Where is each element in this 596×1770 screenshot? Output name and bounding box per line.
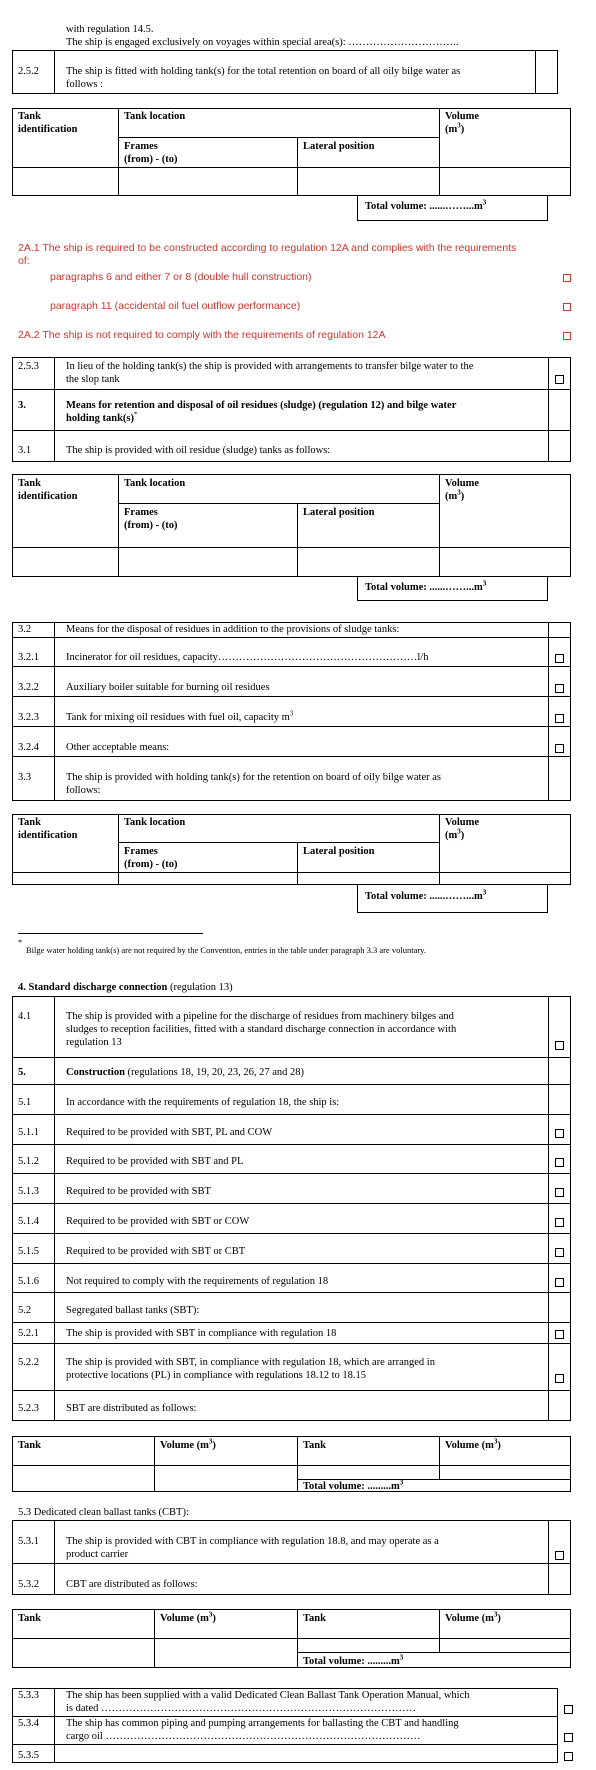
s531-text-2: product carrier bbox=[66, 1549, 129, 1560]
s523-num: 5.2.3 bbox=[18, 1403, 39, 1414]
s253-text-2: the slop tank bbox=[66, 374, 120, 385]
s31-num: 3.1 bbox=[18, 445, 32, 456]
t2-h-lateral: Lateral position bbox=[303, 507, 375, 518]
s534-text-1: The ship has common piping and pumping arrangements for ballasting the CBT and handling bbox=[66, 1718, 459, 1729]
t1-h-frames-range: (from) - (to) bbox=[124, 154, 178, 165]
s533-checkbox[interactable] bbox=[564, 1705, 573, 1714]
s52-text: Segregated ballast tanks (SBT): bbox=[66, 1305, 200, 1316]
s516-num: 5.1.6 bbox=[18, 1276, 39, 1287]
s532-num: 5.3.2 bbox=[18, 1579, 39, 1590]
footnote-mark: * bbox=[18, 937, 23, 947]
s531-num: 5.3.1 bbox=[18, 1536, 39, 1547]
s2a1-line1: 2A.1 The ship is required to be constructed according to regulation 12A and complies with the requirements bbox=[18, 242, 517, 254]
t3-h-frames-range: (from) - (to) bbox=[124, 859, 178, 870]
s253-num: 2.5.3 bbox=[18, 361, 39, 372]
s513-text: Required to be provided with SBT bbox=[66, 1186, 211, 1197]
s515-text: Required to be provided with SBT or CBT bbox=[66, 1246, 246, 1257]
s2a1-item2: paragraph 11 (accidental oil fuel outflow performance) bbox=[50, 300, 301, 312]
s33-num: 3.3 bbox=[18, 772, 32, 783]
s2a2-checkbox[interactable] bbox=[563, 332, 571, 340]
s31-text: The ship is provided with oil residue (sludge) tanks as follows: bbox=[66, 445, 331, 456]
s515-checkbox[interactable] bbox=[555, 1248, 564, 1257]
v1-h-volume-2: Volume $(m^3)$ bbox=[445, 1437, 501, 1451]
s5-num: 5. bbox=[18, 1067, 26, 1078]
top-line-1: with regulation 14.5. bbox=[66, 24, 154, 35]
s33-text: The ship is provided with holding tank(s) for the retention on board of oily bilge water as bbox=[66, 772, 442, 783]
t3-h-ident: identification bbox=[18, 830, 78, 841]
t1-h-lateral: Lateral position bbox=[303, 141, 375, 152]
s53-heading: 5.3 Dedicated clean ballast tanks (CBT): bbox=[18, 1507, 189, 1518]
s41-text-3: regulation 13 bbox=[66, 1037, 122, 1048]
t3-h-tank: Tank bbox=[18, 817, 41, 828]
t3-h-location: Tank location bbox=[124, 817, 186, 828]
s51-text: In accordance with the requirements of regulation 18, the ship is: bbox=[66, 1097, 340, 1108]
s3-heading-2: holding tank(s)* bbox=[66, 410, 138, 424]
s534-checkbox[interactable] bbox=[564, 1733, 573, 1742]
s532-text: CBT are distributed as follows: bbox=[66, 1579, 198, 1590]
s322-checkbox[interactable] bbox=[555, 684, 564, 693]
v1-h-tank-1: Tank bbox=[18, 1440, 41, 1451]
s323-checkbox[interactable] bbox=[555, 714, 564, 723]
t3-h-unit: $(m^3)$ bbox=[445, 827, 465, 841]
s323-text: Tank for mixing oil residues with fuel oil, capacity $m^3$ bbox=[66, 709, 294, 723]
s533-text-1: The ship has been supplied with a valid Dedicated Clean Ballast Tank Operation Manual, which bbox=[66, 1690, 470, 1701]
s534-num: 5.3.4 bbox=[18, 1718, 39, 1729]
s4-heading: 4. Standard discharge connection (regulation 13) bbox=[18, 982, 233, 993]
s321-num: 3.2.1 bbox=[18, 652, 39, 663]
s523-text: SBT are distributed as follows: bbox=[66, 1403, 197, 1414]
s515-num: 5.1.5 bbox=[18, 1246, 39, 1257]
s32-text: Means for the disposal of residues in addition to the provisions of sludge tanks: bbox=[66, 624, 400, 635]
s522-text-2: protective locations (PL) in compliance with regulations 18.12 to 18.15 bbox=[66, 1370, 367, 1381]
s516-text: Not required to comply with the requirements of regulation 18 bbox=[66, 1276, 329, 1287]
s52-num: 5.2 bbox=[18, 1305, 32, 1316]
t2-h-location: Tank location bbox=[124, 478, 186, 489]
s322-text: Auxiliary boiler suitable for burning oil residues bbox=[66, 682, 270, 693]
s533-num: 5.3.3 bbox=[18, 1690, 39, 1701]
s324-num: 3.2.4 bbox=[18, 742, 39, 753]
s41-num: 4.1 bbox=[18, 1011, 32, 1022]
v2-h-volume-2: Volume $(m^3)$ bbox=[445, 1610, 501, 1624]
t3-h-volume: Volume bbox=[445, 817, 480, 828]
t2-h-tank: Tank bbox=[18, 478, 41, 489]
s513-num: 5.1.3 bbox=[18, 1186, 39, 1197]
s2a1-item1-checkbox[interactable] bbox=[563, 274, 571, 282]
s3-heading: Means for retention and disposal of oil residues (sludge) (regulation 12) and bilge water bbox=[66, 400, 457, 411]
t1-h-volume: Volume bbox=[445, 111, 480, 122]
s535-num: 5.3.5 bbox=[18, 1750, 39, 1761]
t1-h-unit: $(m^3)$ bbox=[445, 121, 465, 135]
s522-num: 5.2.2 bbox=[18, 1357, 39, 1368]
v1-total: Total volume: $.........m^3$ bbox=[303, 1478, 404, 1492]
s5-heading: Construction (regulations 18, 19, 20, 23, 26, 27 and 28) bbox=[66, 1067, 304, 1078]
s323-num: 3.2.3 bbox=[18, 712, 39, 723]
s514-num: 5.1.4 bbox=[18, 1216, 39, 1227]
s531-checkbox[interactable] bbox=[555, 1551, 564, 1560]
s41-text-1: The ship is provided with a pipeline for the discharge of residues from machinery bilges and bbox=[66, 1011, 454, 1022]
t2-h-frames: Frames bbox=[124, 507, 158, 518]
v1-h-tank-2: Tank bbox=[303, 1440, 326, 1451]
s511-text: Required to be provided with SBT, PL and COW bbox=[66, 1127, 273, 1138]
t1-h-tank: Tank bbox=[18, 111, 41, 122]
v2-h-tank-1: Tank bbox=[18, 1613, 41, 1624]
s516-checkbox[interactable] bbox=[555, 1278, 564, 1287]
s512-text: Required to be provided with SBT and PL bbox=[66, 1156, 244, 1167]
s522-checkbox[interactable] bbox=[555, 1374, 564, 1383]
s51-num: 5.1 bbox=[18, 1097, 32, 1108]
s324-text: Other acceptable means: bbox=[66, 742, 170, 753]
v2-total: Total volume: $.........m^3$ bbox=[303, 1653, 404, 1667]
s253-checkbox[interactable] bbox=[555, 375, 564, 384]
s41-text-2: sludges to reception facilities, fitted with a standard discharge connection in accordance with bbox=[66, 1024, 457, 1035]
s3-num: 3. bbox=[18, 400, 26, 411]
s2a1-item2-checkbox[interactable] bbox=[563, 303, 571, 311]
s2a1-item1: paragraphs 6 and either 7 or 8 (double hull construction) bbox=[50, 271, 312, 283]
s2a1-line2: of: bbox=[18, 255, 30, 267]
v2-h-tank-2: Tank bbox=[303, 1613, 326, 1624]
v1-h-volume-1: Volume $(m^3)$ bbox=[160, 1437, 216, 1451]
s253-text: In lieu of the holding tank(s) the ship is provided with arrangements to transfer bilge water to the bbox=[66, 361, 474, 372]
s2a2-text: 2A.2 The ship is not required to comply with the requirements of regulation 12A bbox=[18, 329, 386, 341]
t2-h-unit: $(m^3)$ bbox=[445, 488, 465, 502]
s514-text: Required to be provided with SBT or COW bbox=[66, 1216, 250, 1227]
s511-num: 5.1.1 bbox=[18, 1127, 39, 1138]
s32-num: 3.2 bbox=[18, 624, 32, 635]
s252-num: 2.5.2 bbox=[18, 66, 39, 77]
t1-h-location: Tank location bbox=[124, 111, 186, 122]
s521-checkbox[interactable] bbox=[555, 1330, 564, 1339]
s33-text-2: follows: bbox=[66, 785, 101, 796]
t1-h-frames: Frames bbox=[124, 141, 158, 152]
s511-checkbox[interactable] bbox=[555, 1129, 564, 1138]
s533-text-2: is dated ……………………………………………………………………………… bbox=[66, 1703, 416, 1714]
t3-h-frames: Frames bbox=[124, 846, 158, 857]
t2-total: Total volume: $......\dots\dots...m^3$ bbox=[365, 579, 487, 593]
t2-h-volume: Volume bbox=[445, 478, 480, 489]
t3-h-lateral: Lateral position bbox=[303, 846, 375, 857]
s522-text-1: The ship is provided with SBT, in compliance with regulation 18, which are arranged in bbox=[66, 1357, 435, 1368]
t1-h-ident: identification bbox=[18, 124, 78, 135]
s321-text: Incinerator for oil residues, capacity…………………………………………………l/h bbox=[66, 652, 429, 663]
s514-checkbox[interactable] bbox=[555, 1218, 564, 1227]
s521-num: 5.2.1 bbox=[18, 1328, 39, 1339]
footnote-text: Bilge water holding tank(s) are not required by the Convention, entries in the table under paragraph 3.3 are voluntary. bbox=[26, 945, 427, 955]
s534-text-2: cargo oil ……………………………………………………………………………… bbox=[66, 1731, 421, 1742]
v2-h-volume-1: Volume $(m^3)$ bbox=[160, 1610, 216, 1624]
t1-total: Total volume: $......\dots\dots...m^3$ bbox=[365, 198, 487, 212]
s321-checkbox[interactable] bbox=[555, 654, 564, 663]
s512-checkbox[interactable] bbox=[555, 1158, 564, 1167]
t2-h-frames-range: (from) - (to) bbox=[124, 520, 178, 531]
s322-num: 3.2.2 bbox=[18, 682, 39, 693]
t3-total: Total volume: $......\dots\dots...m^3$ bbox=[365, 888, 487, 902]
top-line-2: The ship is engaged exclusively on voyages within special area(s): ………………………….. bbox=[66, 37, 459, 48]
t2-h-ident: identification bbox=[18, 491, 78, 502]
s324-checkbox[interactable] bbox=[555, 744, 564, 753]
s252-text-2: follows : bbox=[66, 79, 104, 90]
s521-text: The ship is provided with SBT in compliance with regulation 18 bbox=[66, 1328, 337, 1339]
s252-text: The ship is fitted with holding tank(s) for the total retention on board of all oily bilge water as bbox=[66, 66, 461, 77]
s531-text-1: The ship is provided with CBT in compliance with regulation 18.8, and may operate as a bbox=[66, 1536, 439, 1547]
s535-checkbox[interactable] bbox=[564, 1752, 573, 1761]
s512-num: 5.1.2 bbox=[18, 1156, 39, 1167]
s41-checkbox[interactable] bbox=[555, 1041, 564, 1050]
s513-checkbox[interactable] bbox=[555, 1188, 564, 1197]
